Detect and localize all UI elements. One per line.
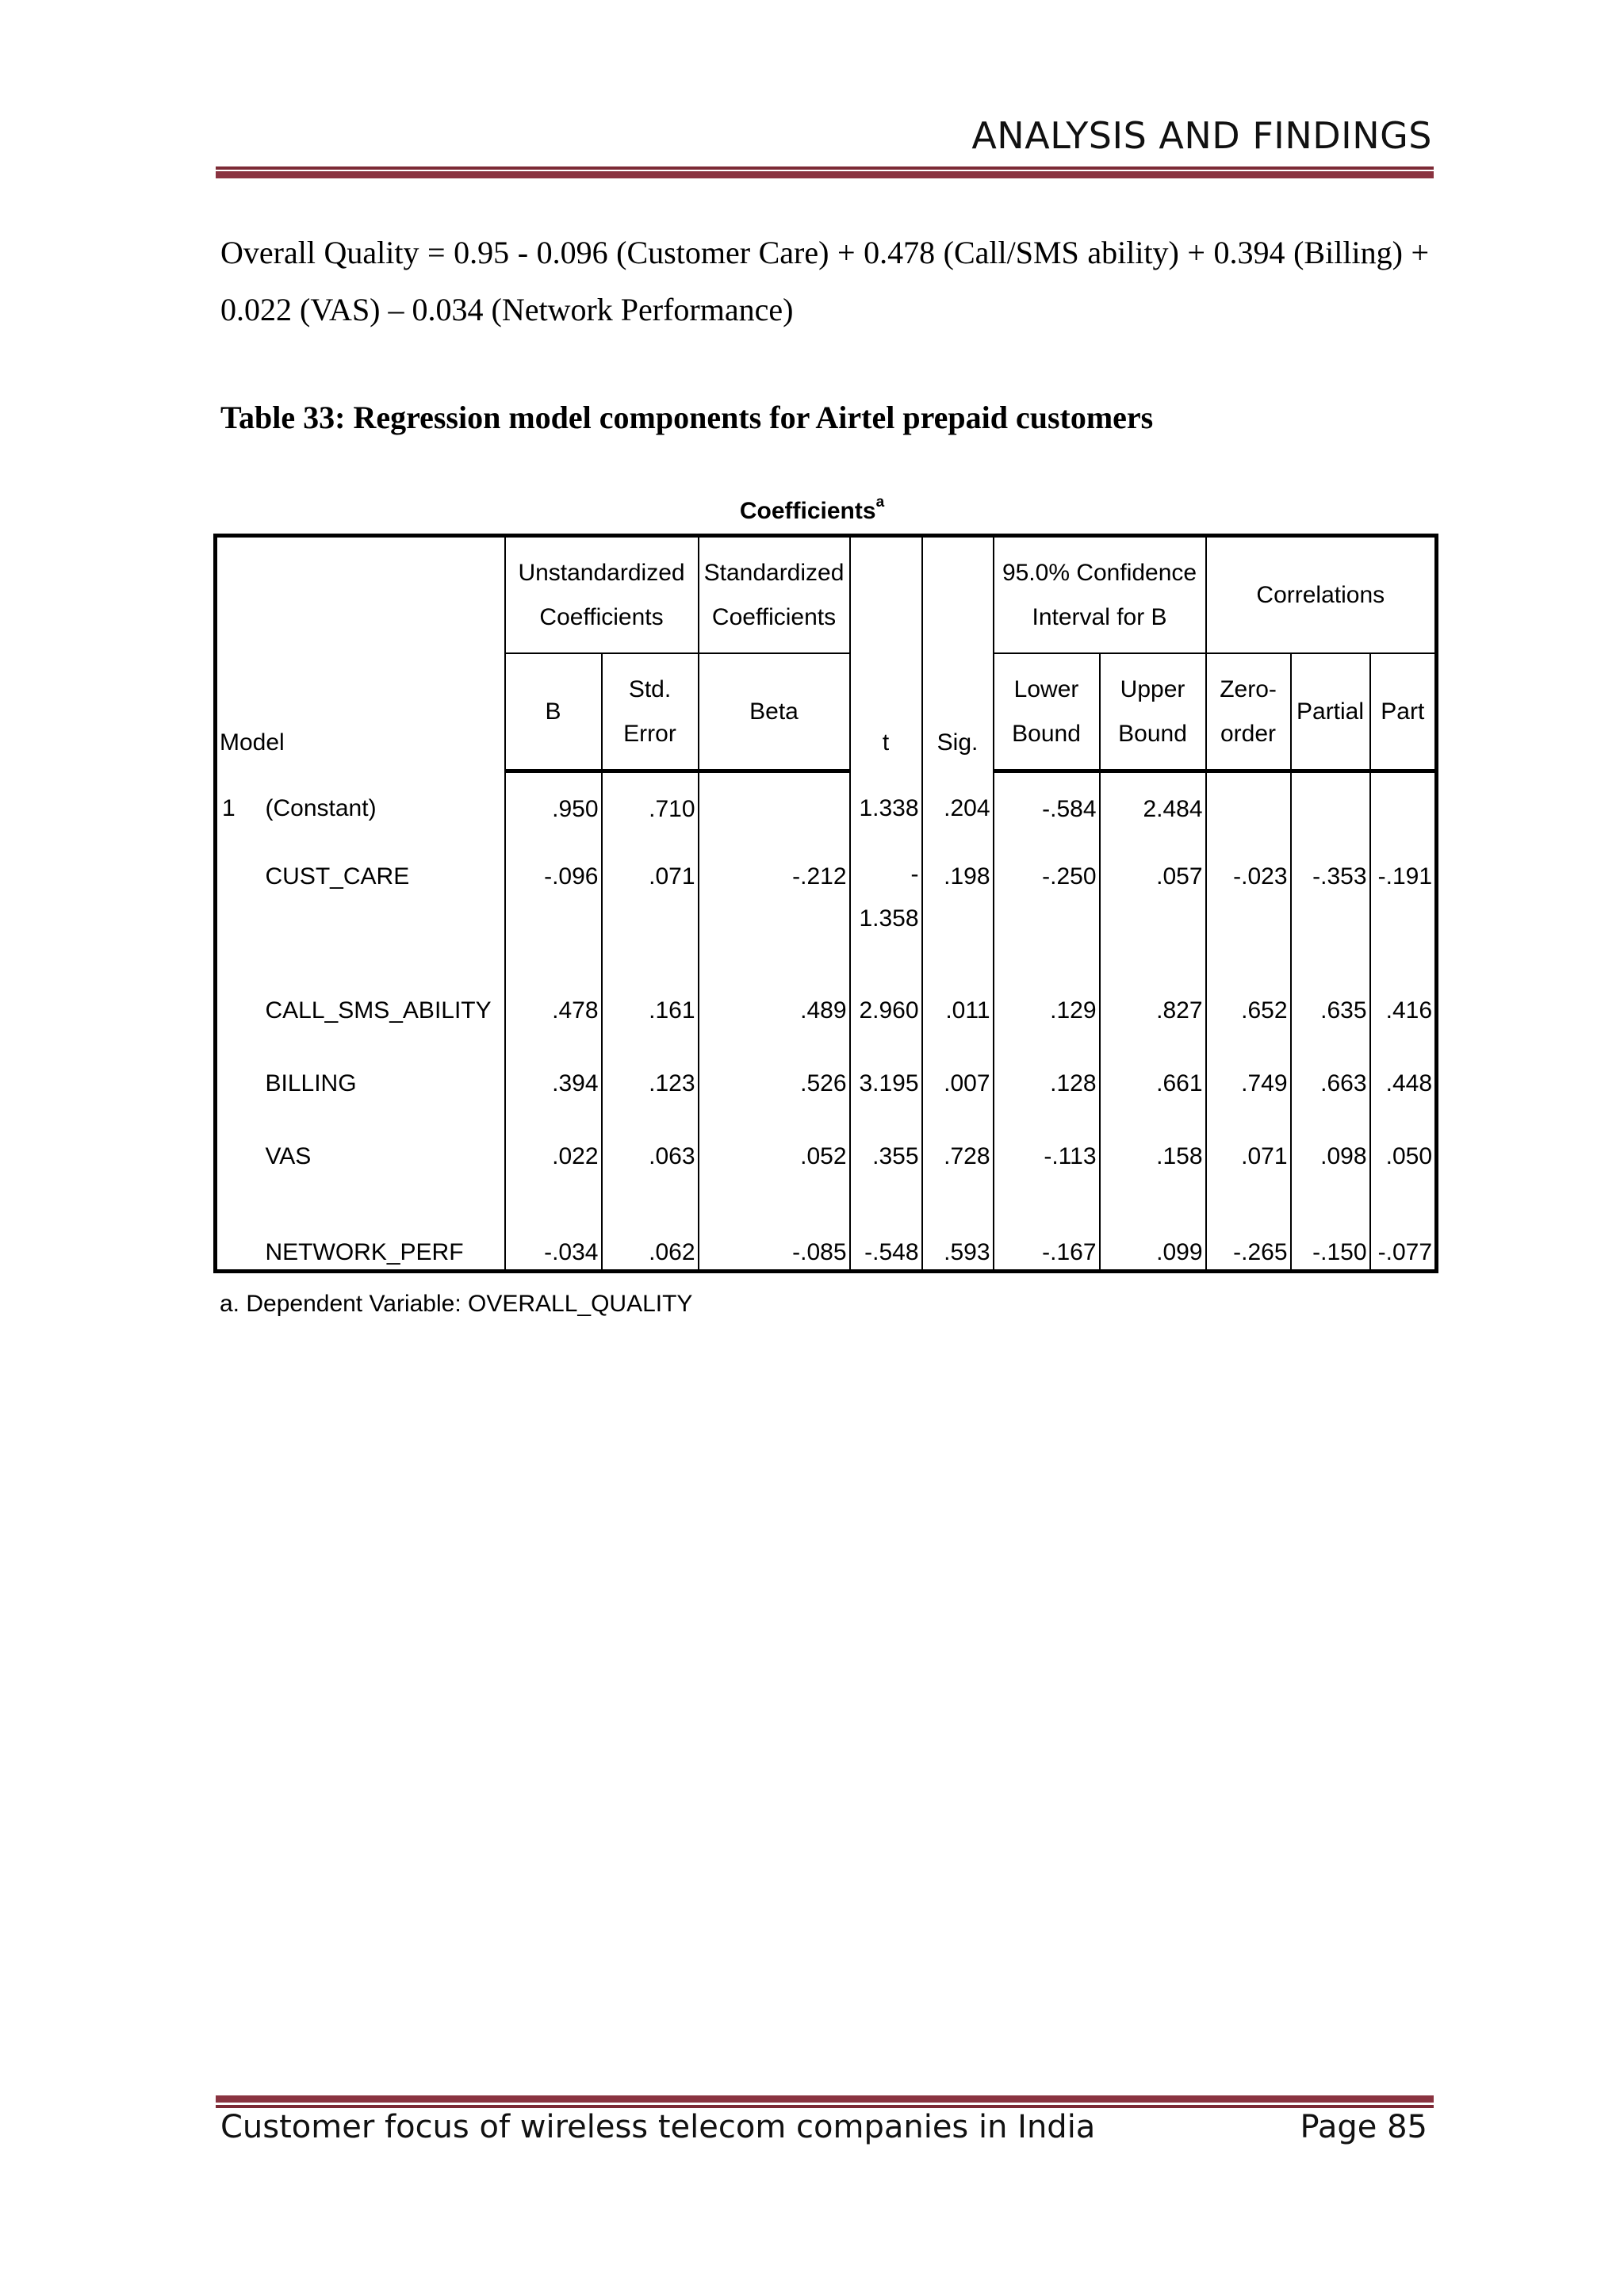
cell-std-error: .062 [602,1193,699,1272]
cell-lower-bound: -.167 [994,1193,1100,1272]
row-label: (Constant) [265,794,377,821]
cell-t: .355 [850,1120,922,1193]
regression-equation: Overall Quality = 0.95 - 0.096 (Customer Care) + 0.478 (Call/SMS ability) + 0.394 (Billing) + 0.022 (VAS) – 0.034 (Network Performance) [220,235,1429,327]
cell-b: .478 [505,974,602,1047]
group-header-correlations: Correlations [1206,536,1437,654]
row-label: CUST_CARE [265,863,410,890]
cell-b: .022 [505,1120,602,1193]
cell-zero-order: .749 [1206,1047,1291,1120]
table-title-superscript: a [875,494,885,511]
cell-beta: .526 [699,1047,850,1120]
cell-beta: .052 [699,1120,850,1193]
cell-t: - 1.358 [850,846,922,974]
cell-b: .394 [505,1047,602,1120]
col-header-t: t [850,536,922,771]
group-header-standardized: Standardized Coefficients [699,536,850,654]
col-header-lower-bound: Lower Bound [994,653,1100,771]
cell-zero-order: -.023 [1206,846,1291,974]
cell-sig: .198 [922,846,994,974]
cell-upper-bound: .099 [1100,1193,1206,1272]
cell-part: .416 [1370,974,1437,1047]
cell-std-error: .161 [602,974,699,1047]
table-footnote: a. Dependent Variable: OVERALL_QUALITY [220,1291,693,1317]
col-header-zero-order: Zero- order [1206,653,1291,771]
cell-sig: .007 [922,1047,994,1120]
cell-beta: .489 [699,974,850,1047]
cell-upper-bound: .661 [1100,1047,1206,1120]
cell-sig: .593 [922,1193,994,1272]
cell-part: .050 [1370,1120,1437,1193]
cell-upper-bound: .158 [1100,1120,1206,1193]
cell-part: -.191 [1370,846,1437,974]
table-row [216,1047,1437,1120]
cell-b: -.034 [505,1193,602,1272]
cell-upper-bound: .827 [1100,974,1206,1047]
cell-partial: .635 [1291,974,1370,1047]
cell-sig: .728 [922,1120,994,1193]
cell-beta: -.085 [699,1193,850,1272]
header-rule-thick [216,171,1434,178]
row-label: BILLING [265,1070,357,1096]
cell-std-error: .063 [602,1120,699,1193]
coefficients-table [213,534,1438,1273]
cell-b: -.096 [505,846,602,974]
footer-title: Customer focus of wireless telecom companies in India [220,2109,1096,2145]
page-number: Page 85 [1300,2109,1427,2145]
model-number: 1 [222,794,236,821]
cell-partial: .663 [1291,1047,1370,1120]
cell-std-error: .071 [602,846,699,974]
cell-lower-bound: .129 [994,974,1100,1047]
col-header-std-error: Std. Error [602,653,699,771]
col-header-beta: Beta [699,653,850,771]
cell-t: 1.338 [850,771,922,847]
cell-lower-bound: .128 [994,1047,1100,1120]
running-header: ANALYSIS AND FINDINGS [971,114,1432,157]
cell-beta: -.212 [699,846,850,974]
cell-partial [1291,771,1370,847]
group-header-confidence-interval: 95.0% Confidence Interval for B [994,536,1206,654]
table-title: Coefficients$^a$ [739,494,885,524]
col-header-model: Model [220,729,285,756]
cell-std-error: .123 [602,1047,699,1120]
cell-lower-bound: -.113 [994,1120,1100,1193]
cell-lower-bound: -.250 [994,846,1100,974]
row-label: CALL_SMS_ABILITY [265,997,492,1024]
footer-rule-thick [216,2095,1434,2103]
cell-part: .448 [1370,1047,1437,1120]
col-header-partial: Partial [1291,653,1370,771]
cell-partial: -.353 [1291,846,1370,974]
table-caption: Table 33: Regression model components for Airtel prepaid customers [220,400,1154,435]
cell-sig: .204 [922,771,994,847]
cell-lower-bound: -.584 [994,771,1100,847]
cell-beta [699,771,850,847]
cell-zero-order: -.265 [1206,1193,1291,1272]
footer-rule-thin [216,2105,1434,2108]
cell-partial: -.150 [1291,1193,1370,1272]
cell-zero-order [1206,771,1291,847]
cell-upper-bound: .057 [1100,846,1206,974]
header-rule-thin [216,166,1434,170]
cell-std-error: .710 [602,771,699,847]
cell-sig: .011 [922,974,994,1047]
group-header-unstandardized: Unstandardized Coefficients [505,536,699,654]
cell-zero-order: .652 [1206,974,1291,1047]
cell-part [1370,771,1437,847]
col-header-upper-bound: Upper Bound [1100,653,1206,771]
row-label: VAS [265,1143,312,1169]
col-header-part: Part [1370,653,1437,771]
cell-t: -.548 [850,1193,922,1272]
cell-partial: .098 [1291,1120,1370,1193]
col-header-sig: Sig. [922,536,994,771]
row-label: NETWORK_PERF [265,1239,464,1265]
col-header-b: B [505,653,602,771]
cell-t: 2.960 [850,974,922,1047]
table-row [216,771,1437,847]
cell-t: 3.195 [850,1047,922,1120]
cell-part: -.077 [1370,1193,1437,1272]
cell-b: .950 [505,771,602,847]
table-row [216,1193,1437,1272]
cell-zero-order: .071 [1206,1120,1291,1193]
cell-upper-bound: 2.484 [1100,771,1206,847]
table-row [216,1120,1437,1193]
table-row [216,846,1437,974]
table-row [216,974,1437,1047]
